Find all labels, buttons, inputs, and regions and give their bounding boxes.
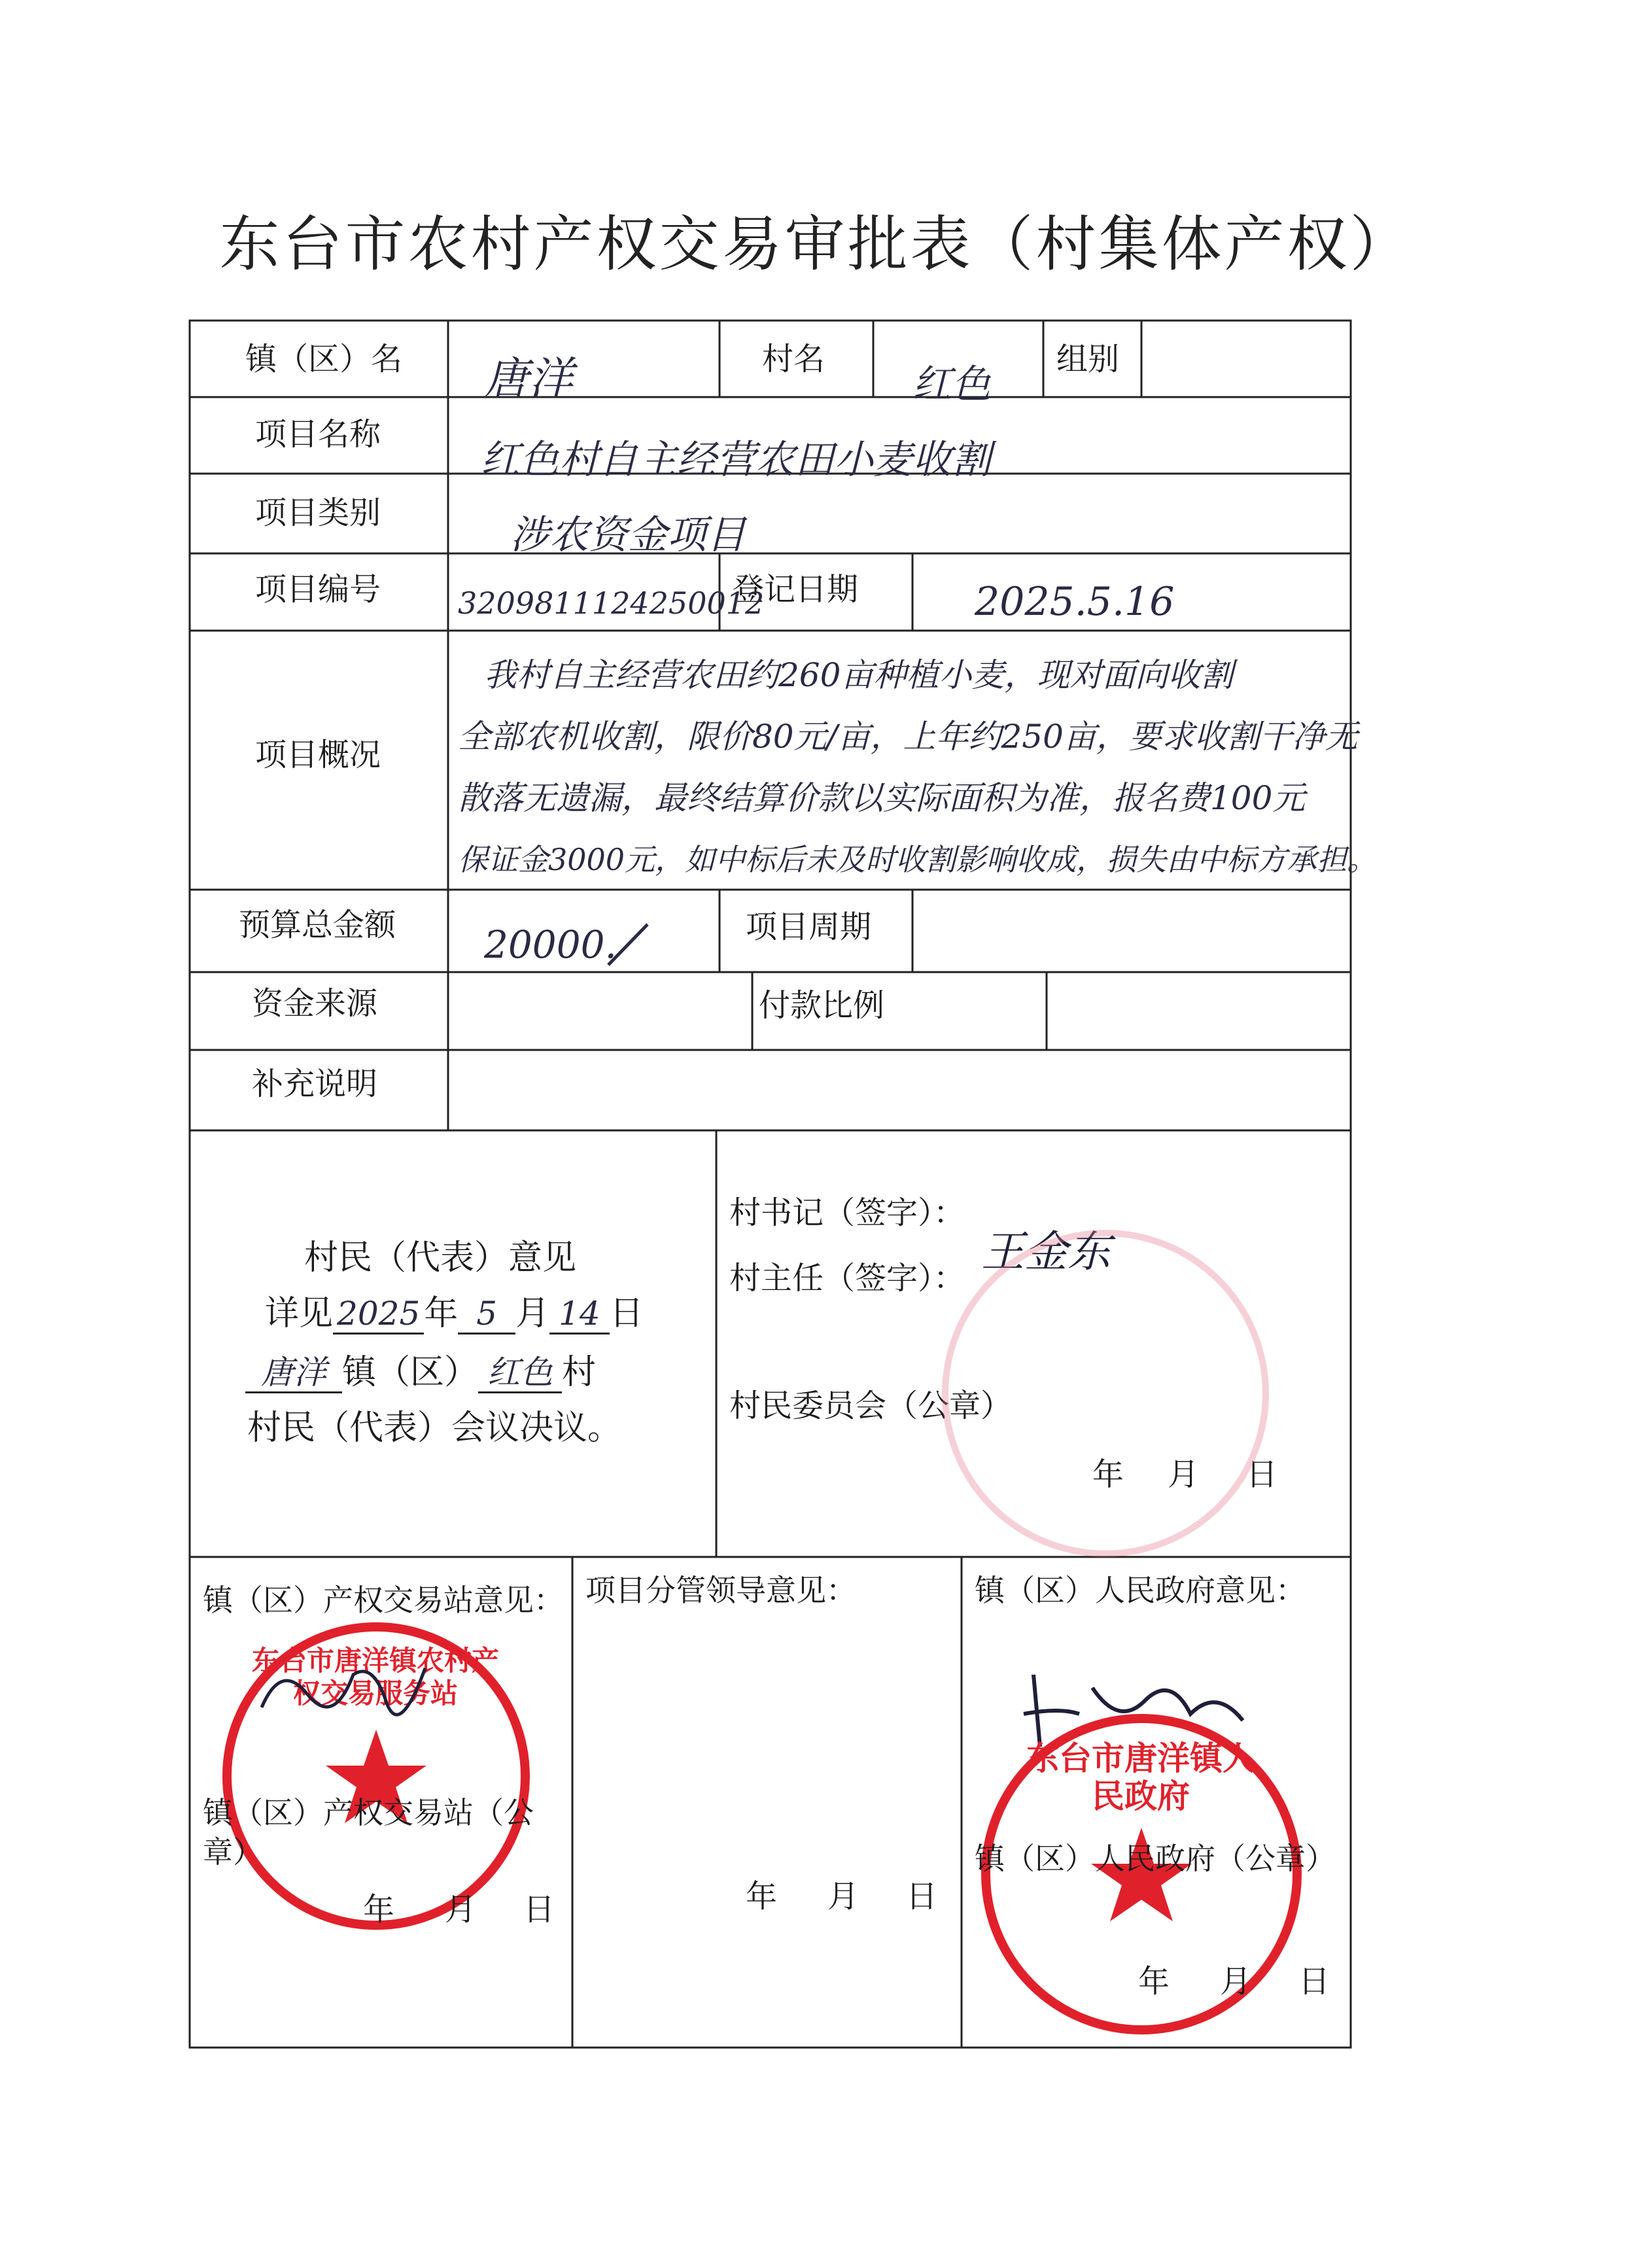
- gov-month: 月: [1220, 1963, 1252, 2000]
- village-label: 村名: [762, 341, 825, 377]
- overview-line: 散落无遗漏，最终结算价款以实际面积为准，报名费100元: [458, 779, 1306, 817]
- villager-resolution: 村民（代表）会议决议。: [247, 1408, 622, 1448]
- villager-town-suffix: 镇（区）: [342, 1353, 479, 1392]
- villager-day-suffix: 日: [609, 1294, 644, 1333]
- villager-year: 2025: [333, 1295, 424, 1335]
- reg-date-label: 登记日期: [733, 571, 859, 608]
- committee-month: 月: [1168, 1456, 1200, 1493]
- pay-ratio-label: 付款比例: [759, 987, 885, 1024]
- budget-check-mark: [602, 919, 654, 971]
- villager-date-prefix: 详见: [265, 1294, 334, 1333]
- leader-day: 日: [906, 1878, 938, 1915]
- villager-town-line: [245, 1344, 596, 1393]
- overview-line: 全部农机收割，限价80元/亩，上年约250亩，要求收割干净无: [458, 718, 1358, 756]
- committee-faint-seal: [942, 1230, 1269, 1557]
- villager-village-fill: 红色: [478, 1353, 562, 1393]
- village-value: 红色: [912, 362, 991, 408]
- committee-seal-label: 村民委员会（公章）: [729, 1387, 1013, 1424]
- project-no-value: 3209811124250012: [458, 585, 765, 621]
- committee-year: 年: [1092, 1456, 1124, 1493]
- note-label: 补充说明: [252, 1066, 378, 1102]
- budget-label: 预算总金额: [239, 907, 396, 943]
- overview-line: 我村自主经营农田约260亩种植小麦，现对面向收割: [484, 656, 1234, 694]
- fund-source-label: 资金来源: [252, 985, 378, 1022]
- reg-date-value: 2025.5.16: [975, 579, 1175, 625]
- leader-opinion-label: 项目分管领导意见：: [585, 1573, 856, 1608]
- leader-month: 月: [827, 1878, 859, 1915]
- station-seal-label-1: 镇（区）产权交易站（公: [203, 1795, 534, 1830]
- villager-day: 14: [549, 1295, 610, 1335]
- gov-seal-label: 镇（区）人民政府（公章）: [975, 1841, 1336, 1876]
- leader-year: 年: [746, 1878, 778, 1915]
- committee-day: 日: [1246, 1456, 1278, 1493]
- station-seal-text: 东台市唐洋镇农村产权交易服务站: [251, 1645, 499, 1709]
- villager-opinion-title: 村民（代表）意见: [304, 1238, 577, 1278]
- station-opinion-label: 镇（区）产权交易站意见：: [203, 1582, 564, 1618]
- gov-seal-text: 东台市唐洋镇人民政府: [1026, 1739, 1255, 1815]
- station-signature: [255, 1649, 438, 1734]
- town-label: 镇（区）名: [245, 341, 403, 377]
- villager-year-suffix: 年: [424, 1294, 459, 1333]
- committee-signature: 王金东: [981, 1227, 1111, 1277]
- group-label: 组别: [1056, 341, 1120, 377]
- station-day: 日: [523, 1891, 555, 1928]
- project-name-value: 红色村自主经营农田小麦收割: [481, 437, 991, 483]
- project-no-label: 项目编号: [255, 571, 381, 608]
- station-seal-label-2: 章）: [203, 1834, 263, 1870]
- form-title: 东台市农村产权交易审批表（村集体产权）: [219, 209, 1413, 279]
- overview-line: 保证金3000元，如中标后未及时收割影响收成，损失由中标方承担。: [458, 842, 1378, 877]
- gov-day: 日: [1298, 1963, 1330, 2000]
- station-month: 月: [445, 1891, 477, 1928]
- budget-value: 20000.: [484, 922, 617, 967]
- gov-opinion-label: 镇（区）人民政府意见：: [975, 1573, 1306, 1608]
- town-value: 唐洋: [484, 353, 574, 405]
- villager-town-fill: 唐洋: [245, 1353, 342, 1393]
- villager-village-suffix: 村: [562, 1353, 597, 1392]
- gov-year: 年: [1138, 1963, 1170, 2000]
- project-type-label: 项目类别: [255, 495, 381, 531]
- overview-label: 项目概况: [255, 737, 381, 773]
- villager-month: 5: [458, 1295, 515, 1335]
- villager-month-suffix: 月: [515, 1294, 550, 1333]
- overview-text: [458, 644, 1378, 890]
- director-sign-label: 村主任（签字）：: [729, 1260, 965, 1297]
- villager-date-line: [265, 1285, 644, 1335]
- project-name-label: 项目名称: [255, 416, 381, 453]
- period-label: 项目周期: [746, 909, 872, 945]
- project-type-value: 涉农资金项目: [510, 512, 746, 558]
- secretary-sign-label: 村书记（签字）：: [729, 1195, 965, 1231]
- station-year: 年: [363, 1891, 395, 1928]
